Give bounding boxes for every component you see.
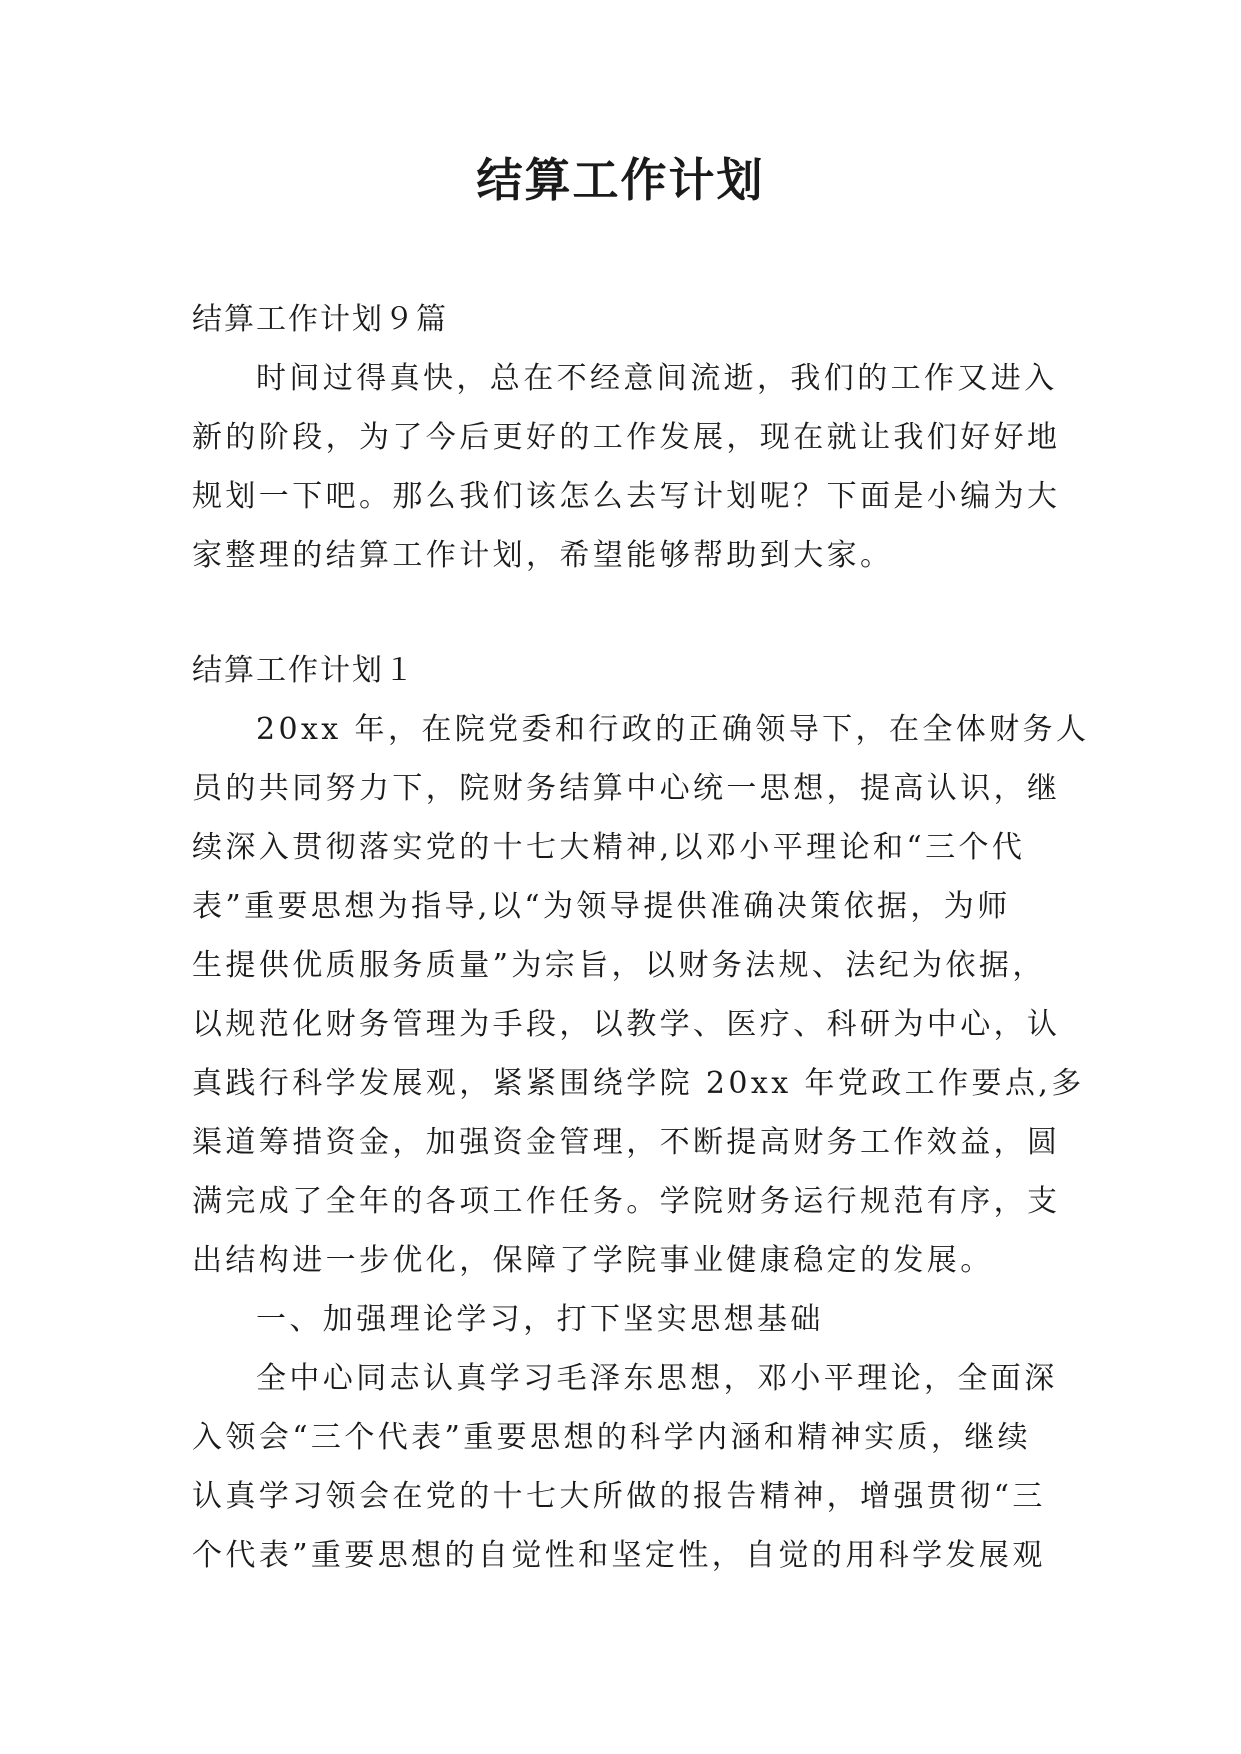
intro-line: 家整理的结算工作计划，希望能够帮助到大家。 [192, 538, 894, 573]
document-subtitle: 结算工作计划９篇 [192, 302, 448, 337]
intro-line: 时间过得真快，总在不经意间流逝，我们的工作又进入 [256, 361, 1058, 396]
document-title: 结算工作计划 [476, 153, 765, 207]
section-line: 20xx 年，在院党委和行政的正确领导下，在全体财务人 [256, 712, 1090, 747]
subsection-line: 认真学习领会在党的十七大所做的报告精神，增强贯彻“三 [192, 1479, 1046, 1514]
subsection-line: 全中心同志认真学习毛泽东思想，邓小平理论，全面深 [256, 1361, 1058, 1396]
document-body [192, 290, 1090, 1585]
paragraph-gap [192, 585, 1060, 641]
section-line: 续深入贯彻落实党的十七大精神,以邓小平理论和“三个代 [192, 830, 1026, 865]
section-line: 生提供优质服务质量”为宗旨，以财务法规、法纪为依据， [192, 948, 1046, 983]
section-heading: 结算工作计划１ [192, 653, 416, 688]
subsection-line: 个代表”重要思想的自觉性和坚定性，自觉的用科学发展观 [192, 1538, 1046, 1573]
intro-line: 规划一下吧。那么我们该怎么去写计划呢？下面是小编为大 [192, 479, 1061, 514]
subsection-line: 入领会“三个代表”重要思想的科学内涵和精神实质，继续 [192, 1420, 1032, 1455]
section-line: 真践行科学发展观，紧紧围绕学院 20xx 年党政工作要点,多 [192, 1066, 1085, 1101]
section-line: 员的共同努力下，院财务结算中心统一思想，提高认识，继 [192, 771, 1061, 806]
section-line: 满完成了全年的各项工作任务。学院财务运行规范有序，支 [192, 1184, 1061, 1219]
section-line: 出结构进一步优化，保障了学院事业健康稳定的发展。 [192, 1243, 994, 1278]
section-line: 表”重要思想为指导,以“为领导提供准确决策依据，为师 [192, 889, 1011, 924]
intro-line: 新的阶段，为了今后更好的工作发展，现在就让我们好好地 [192, 420, 1061, 455]
section-line: 渠道筹措资金，加强资金管理，不断提高财务工作效益，圆 [192, 1125, 1061, 1160]
section-line: 以规范化财务管理为手段，以教学、医疗、科研为中心，认 [192, 1007, 1061, 1042]
subsection-heading: 一、加强理论学习，打下坚实思想基础 [256, 1302, 824, 1337]
